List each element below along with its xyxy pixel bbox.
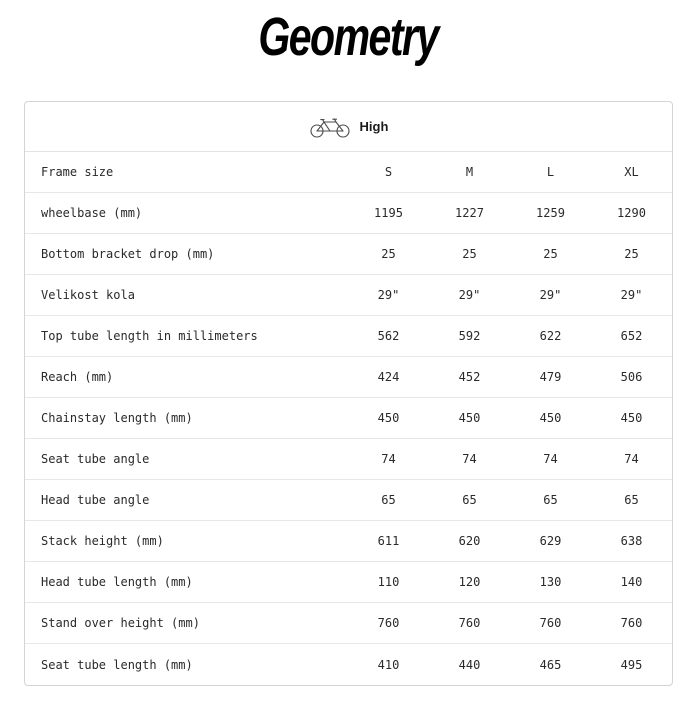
row-value-l: 629 [539, 534, 562, 548]
row-value-m: 452 [458, 370, 481, 384]
page-title: Geometry [258, 7, 439, 67]
row-value-l: 1259 [536, 206, 565, 220]
row-value-xl: 450 [620, 411, 643, 425]
row-label: Bottom bracket drop (mm) [41, 247, 215, 261]
bicycle-icon [309, 115, 351, 139]
row-value-xl: 74 [624, 452, 639, 466]
row-value-l: 29" [539, 288, 562, 302]
row-value-l: 479 [539, 370, 562, 384]
row-value-m: 74 [462, 452, 477, 466]
row-value-xl: 652 [620, 329, 643, 343]
column-header-xl: XL [624, 165, 639, 179]
table-row [25, 234, 672, 275]
row-value-s: 25 [381, 247, 396, 261]
row-value-xl: 638 [620, 534, 643, 548]
row-value-l: 25 [543, 247, 558, 261]
row-label: Reach (mm) [41, 370, 114, 384]
row-value-m: 592 [458, 329, 481, 343]
header-label: Frame size [41, 165, 114, 179]
table-row [25, 316, 672, 357]
row-label: Head tube length (mm) [41, 575, 193, 589]
row-value-s: 760 [377, 616, 400, 630]
row-value-l: 450 [539, 411, 562, 425]
row-value-m: 120 [458, 575, 481, 589]
table-row [25, 275, 672, 316]
table-row [25, 357, 672, 398]
row-label: Top tube length in millimeters [41, 329, 258, 343]
column-header-s: S [384, 165, 393, 179]
row-value-s: 65 [381, 493, 396, 507]
table-row [25, 193, 672, 234]
row-label: Stack height (mm) [41, 534, 164, 548]
table-body [25, 193, 672, 685]
row-value-l: 65 [543, 493, 558, 507]
row-value-m: 440 [458, 657, 481, 672]
row-label: wheelbase (mm) [41, 206, 143, 220]
row-value-m: 29" [458, 288, 481, 302]
row-value-s: 562 [377, 329, 400, 343]
row-value-m: 450 [458, 411, 481, 425]
page-header [0, 0, 697, 92]
geometry-table [24, 101, 673, 686]
row-value-xl: 29" [620, 288, 643, 302]
row-label: Chainstay length (mm) [41, 411, 193, 425]
column-header-l: L [546, 165, 555, 179]
row-value-s: 410 [377, 657, 400, 672]
row-value-l: 622 [539, 329, 562, 343]
row-value-m: 65 [462, 493, 477, 507]
group-header-label: High [359, 119, 389, 134]
row-value-s: 74 [381, 452, 396, 466]
table-row [25, 562, 672, 603]
row-value-m: 620 [458, 534, 481, 548]
table-header-row [25, 152, 672, 193]
row-label: Head tube angle [41, 493, 150, 507]
row-value-m: 1227 [455, 206, 484, 220]
row-value-s: 611 [377, 534, 400, 548]
row-value-xl: 25 [624, 247, 639, 261]
row-value-s: 450 [377, 411, 400, 425]
row-value-l: 760 [539, 616, 562, 630]
column-header-m: M [465, 165, 474, 179]
row-value-s: 1195 [374, 206, 403, 220]
row-value-s: 110 [377, 575, 400, 589]
row-value-m: 25 [462, 247, 477, 261]
row-value-xl: 495 [620, 657, 643, 672]
row-label: Seat tube angle [41, 452, 150, 466]
row-label: Velikost kola [41, 288, 135, 302]
row-value-xl: 140 [620, 575, 643, 589]
row-value-xl: 506 [620, 370, 643, 384]
table-row [25, 398, 672, 439]
row-value-s: 424 [377, 370, 400, 384]
table-row [25, 521, 672, 562]
row-label: Seat tube length (mm) [41, 657, 193, 672]
table-row [25, 644, 672, 685]
row-value-s: 29" [377, 288, 400, 302]
row-value-l: 74 [543, 452, 558, 466]
table-row [25, 439, 672, 480]
table-group-header [25, 102, 672, 152]
row-value-l: 465 [539, 657, 562, 672]
row-value-m: 760 [458, 616, 481, 630]
row-value-l: 130 [539, 575, 562, 589]
table-row [25, 480, 672, 521]
row-label: Stand over height (mm) [41, 616, 200, 630]
row-value-xl: 65 [624, 493, 639, 507]
row-value-xl: 1290 [617, 206, 646, 220]
table-row [25, 603, 672, 644]
row-value-xl: 760 [620, 616, 643, 630]
